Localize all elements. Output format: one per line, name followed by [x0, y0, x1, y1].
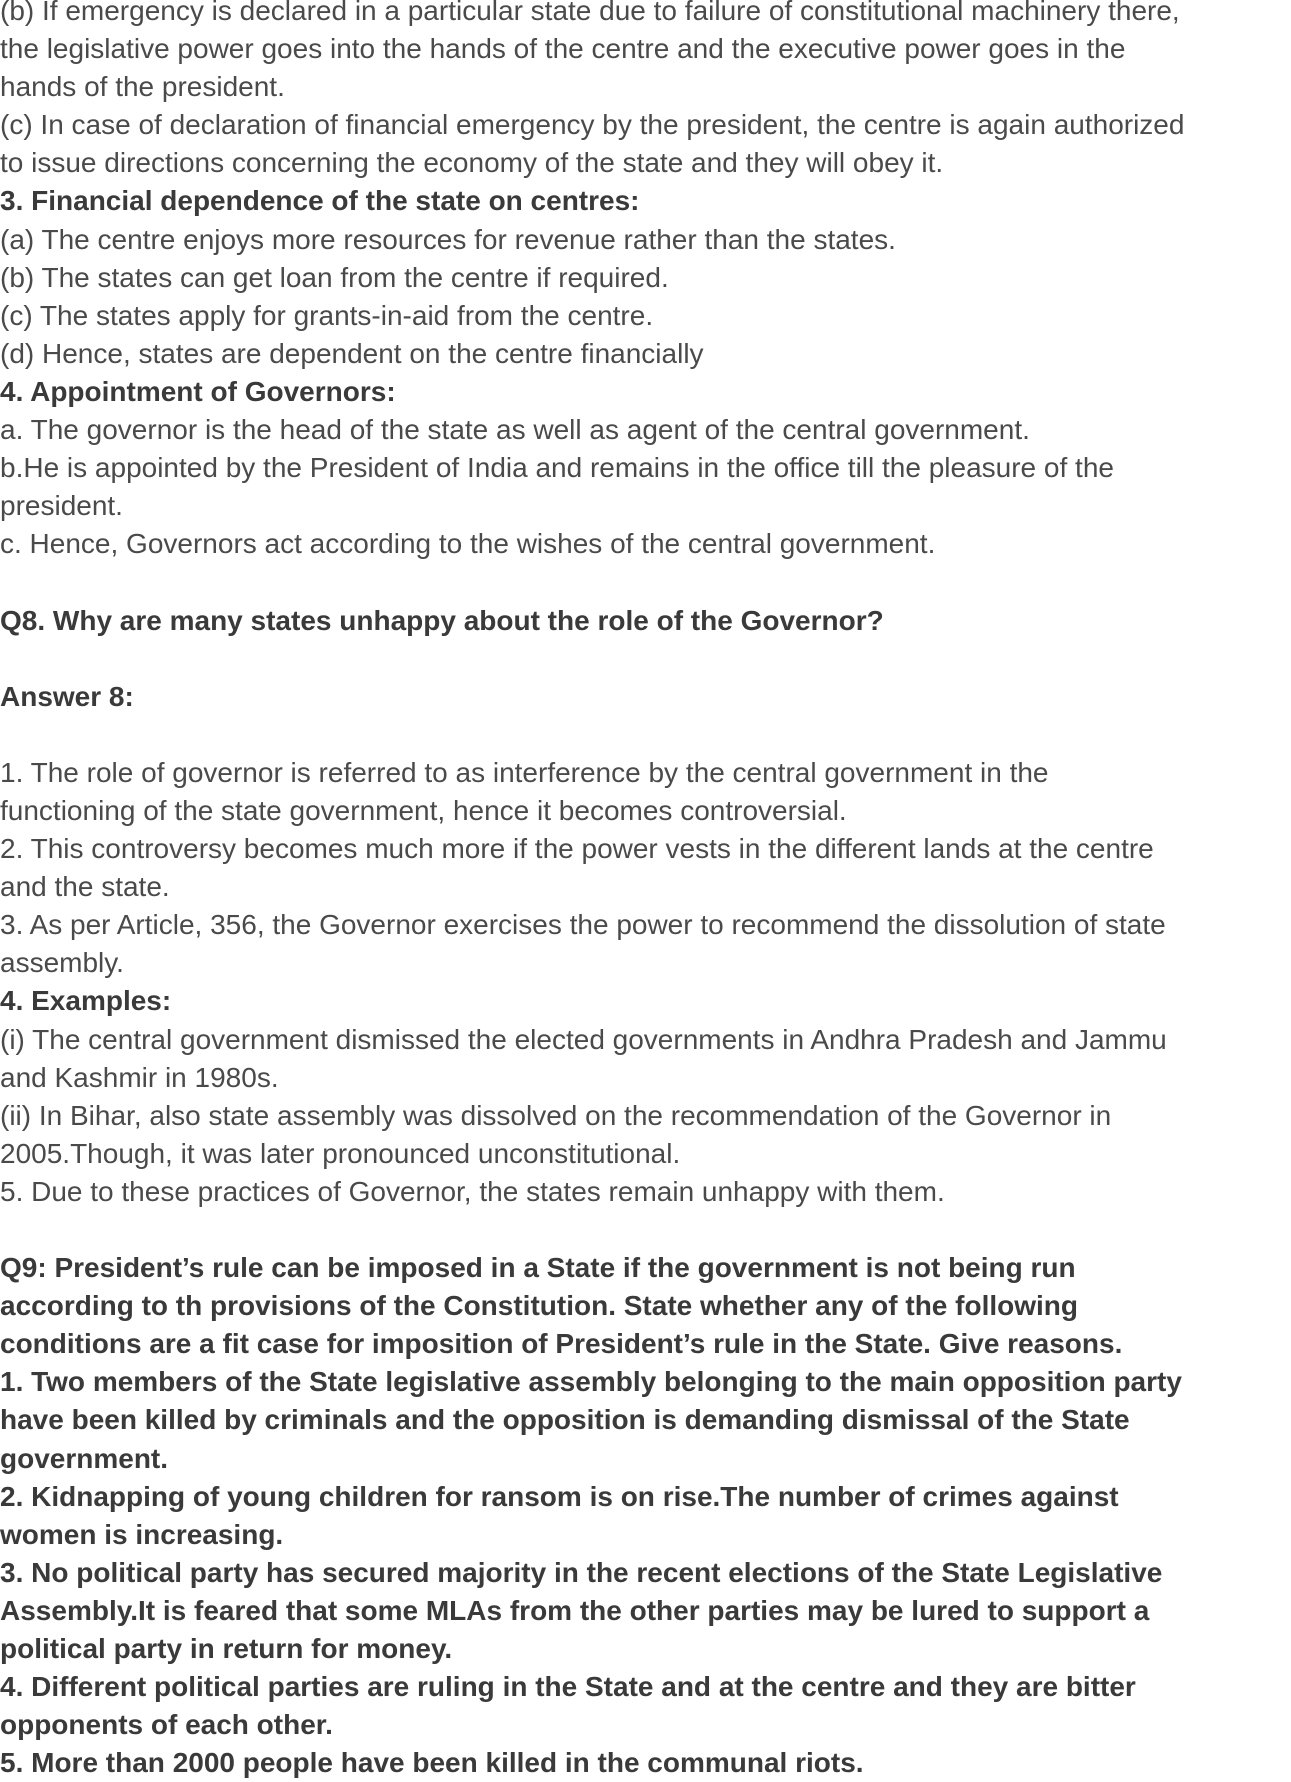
text-line: 5. Due to these practices of Governor, the states remain unhappy with them.	[0, 1175, 945, 1207]
text-line: b.He is appointed by the President of India and remains in the office till the pleasure of the	[0, 452, 1114, 484]
question-line: political party in return for money.	[0, 1633, 453, 1665]
text-line: functioning of the state government, hence it becomes controversial.	[0, 794, 847, 826]
question-line: according to th provisions of the Constitution. State whether any of the following	[0, 1290, 1078, 1322]
text-line: (i) The central government dismissed the elected governments in Andhra Pradesh and Jammu	[0, 1023, 1167, 1055]
text-line: c. Hence, Governors act according to the wishes of the central government.	[0, 528, 936, 560]
question-line: Q9: President’s rule can be imposed in a State if the government is not being run	[0, 1252, 1076, 1284]
question-line: have been killed by criminals and the opposition is demanding dismissal of the State	[0, 1404, 1130, 1436]
question-line: Assembly.It is feared that some MLAs from the other parties may be lured to support a	[0, 1594, 1150, 1626]
text-line: (d) Hence, states are dependent on the centre financially	[0, 337, 704, 369]
text-line: and the state.	[0, 871, 170, 903]
section-heading: 4. Examples:	[0, 985, 172, 1017]
text-line: and Kashmir in 1980s.	[0, 1061, 279, 1093]
spacer	[0, 640, 1291, 678]
text-line: 1. The role of governor is referred to as interference by the central government in the	[0, 756, 1049, 788]
question-line: 5. More than 2000 people have been killed in the communal riots.	[0, 1747, 864, 1779]
spacer	[0, 716, 1291, 754]
text-line: (b) If emergency is declared in a particular state due to failure of constitutional machinery there,	[0, 0, 1180, 26]
section-heading: 4. Appointment of Governors:	[0, 375, 396, 407]
spacer	[0, 1211, 1291, 1249]
text-line: (a) The centre enjoys more resources for revenue rather than the states.	[0, 223, 896, 255]
text-line: a. The governor is the head of the state as well as agent of the central government.	[0, 414, 1030, 446]
text-line: the legislative power goes into the hands of the centre and the executive power goes in the	[0, 33, 1126, 65]
spacer	[0, 563, 1291, 601]
text-line: hands of the president.	[0, 71, 285, 103]
text-line: assembly.	[0, 947, 124, 979]
question-line: 1. Two members of the State legislative assembly belonging to the main opposition party	[0, 1366, 1182, 1398]
text-line: (ii) In Bihar, also state assembly was dissolved on the recommendation of the Governor in	[0, 1099, 1112, 1131]
question-line: 4. Different political parties are ruling in the State and at the centre and they are bitter	[0, 1671, 1136, 1703]
question-line: 2. Kidnapping of young children for ransom is on rise.The number of crimes against	[0, 1480, 1119, 1512]
text-line: president.	[0, 490, 123, 522]
text-line: 3. As per Article, 356, the Governor exercises the power to recommend the dissolution of state	[0, 909, 1166, 941]
question-line: opponents of each other.	[0, 1709, 333, 1741]
section-heading: 3. Financial dependence of the state on centres:	[0, 185, 640, 217]
text-line: 2005.Though, it was later pronounced unconstitutional.	[0, 1137, 681, 1169]
question-line: 3. No political party has secured majority in the recent elections of the State Legislative	[0, 1556, 1163, 1588]
answer-label: Answer 8:	[0, 680, 134, 712]
question-line: conditions are a fit case for imposition of President’s rule in the State. Give reasons.	[0, 1328, 1123, 1360]
question-line: government.	[0, 1442, 169, 1474]
text-line: (c) In case of declaration of financial emergency by the president, the centre is again authorized	[0, 109, 1185, 141]
question-line: women is increasing.	[0, 1518, 284, 1550]
text-line: (b) The states can get loan from the centre if required.	[0, 261, 669, 293]
question-heading: Q8. Why are many states unhappy about the role of the Governor?	[0, 604, 884, 636]
text-line: to issue directions concerning the economy of the state and they will obey it.	[0, 147, 944, 179]
text-line: 2. This controversy becomes much more if the power vests in the different lands at the centre	[0, 833, 1154, 865]
text-line: (c) The states apply for grants-in-aid from the centre.	[0, 299, 654, 331]
